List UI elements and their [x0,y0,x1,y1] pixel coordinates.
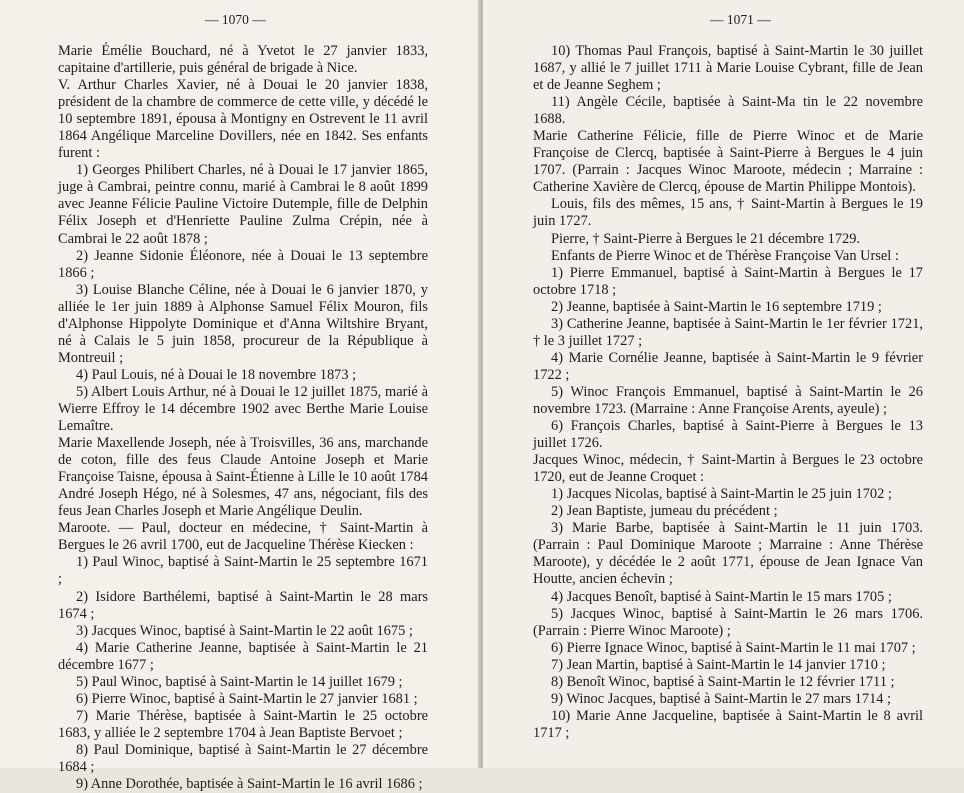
list-item: 6) Pierre Ignace Winoc, baptisé à Saint-Martin le 11 mai 1707 ; [551,639,916,656]
left-page-text [58,43,428,793]
list-item: 5) Jacques Winoc, baptisé à Saint-Martin le 26 mars 1706. (Parrain : Pierre Winoc Maroote) ; [533,605,923,639]
family-heading-paragraph: Maroote. — Paul, docteur en médecine, † Saint-Martin à Bergues le 26 avril 1700, eut de Jacqueline Thérèse Kiecken : [58,520,428,554]
list-item: 7) Jean Martin, baptisé à Saint-Martin le 14 janvier 1710 ; [551,656,886,673]
list-item: 1) Pierre Emmanuel, baptisé à Saint-Martin à Bergues le 17 octobre 1718 ; [533,264,923,298]
paragraph: Pierre, † Saint-Pierre à Bergues le 21 décembre 1729. [551,230,861,247]
list-item: 8) Paul Dominique, baptisé à Saint-Martin le 27 décembre 1684 ; [58,741,428,775]
list-item: 10) Thomas Paul François, baptisé à Saint-Martin le 30 juillet 1687, y allié le 7 juillet 1711 à Marie Louise Cybrant, fille de Jean et de Jeanne Seghem ; [533,43,923,94]
list-item: 1) Paul Winoc, baptisé à Saint-Martin le 25 septembre 1671 ; [58,554,428,588]
list-item: 9) Winoc Jacques, baptisé à Saint-Martin le 27 mars 1714 ; [551,690,892,707]
page-number-left: — 1070 — [205,12,266,27]
paragraph: Louis, fils des mêmes, 15 ans, † Saint-Martin à Bergues le 19 juin 1727. [533,196,923,230]
paragraph: Marie Catherine Félicie, fille de Pierre Winoc et de Marie Françoise de Clercq, baptisée à Saint-Pierre à Bergues le 4 juin 1707. (Parrain : Jacques Winoc Maroote, médecin ; Marraine : Catherine Xavière de Clercq, épouse de Martin Philippe Montois). [533,128,923,196]
list-item: 5) Winoc François Emmanuel, baptisé à Saint-Martin le 26 novembre 1723. (Marraine : Anne Françoise Arents, ayeule) ; [533,383,923,417]
list-item: 3) Louise Blanche Céline, née à Douai le 6 janvier 1870, y alliée le 1er juin 1889 à Alphonse Samuel Félix Mouron, fils d'Alphonse Hippolyte Dominique et d'Anna Wiltshire Bryant, né à Calais le 5 juin 1858, procureur de la République à Montreuil ; [58,281,428,366]
paragraph: Jacques Winoc, médecin, † Saint-Martin à Bergues le 23 octobre 1720, eut de Jeanne Croquet : [533,452,923,486]
list-item: 3) Catherine Jeanne, baptisée à Saint-Martin le 1er février 1721, † le 3 juillet 1727 ; [533,315,923,349]
list-item: 1) Georges Philibert Charles, né à Douai le 17 janvier 1865, juge à Cambrai, peintre connu, marié à Cambrai le 8 août 1899 avec Jeanne Félicie Pauline Victoire Dutemple, fille de Delphin Félix Joseph et d'Henriette Pauline Zulma Crépin, née à Cambrai le 22 août 1878 ; [58,162,428,247]
page-number-right: — 1071 — [710,12,771,27]
list-item: 5) Paul Winoc, baptisé à Saint-Martin le 14 juillet 1679 ; [76,673,403,690]
list-item: 4) Marie Cornélie Jeanne, baptisée à Saint-Martin le 9 février 1722 ; [533,349,923,383]
list-item: 3) Marie Barbe, baptisée à Saint-Martin le 11 juin 1703. (Parrain : Paul Dominique Maroote ; Marraine : Anne Thérèse Maroote), y décédée le 2 août 1771, épouse de Jean Ignace Van Houtte, ancien échevin ; [533,520,923,588]
list-item: 7) Marie Thérèse, baptisée à Saint-Martin le 25 octobre 1683, y alliée le 2 septembre 1704 à Jean Baptiste Bervoet ; [58,707,428,741]
list-item: 2) Isidore Barthélemi, baptisé à Saint-Martin le 28 mars 1674 ; [58,588,428,622]
list-item: 6) Pierre Winoc, baptisé à Saint-Martin le 27 janvier 1681 ; [76,690,418,707]
list-item: 4) Jacques Benoît, baptisé à Saint-Martin le 15 mars 1705 ; [551,588,892,605]
list-item: 11) Angèle Cécile, baptisée à Saint-Ma tin le 22 novembre 1688. [533,94,923,128]
list-item: 10) Marie Anne Jacqueline, baptisée à Saint-Martin le 8 avril 1717 ; [533,707,923,741]
list-item: 8) Benoît Winoc, baptisé à Saint-Martin le 12 février 1711 ; [551,673,895,690]
list-item: 5) Albert Louis Arthur, né à Douai le 12 juillet 1875, marié à Wierre Effroy le 14 décembre 1902 avec Berthe Marie Louise Lemaître. [58,383,428,435]
list-item: 9) Anne Dorothée, baptisée à Saint-Martin le 16 avril 1686 ; [76,776,423,793]
list-item: 3) Jacques Winoc, baptisé à Saint-Martin le 22 août 1675 ; [76,622,413,639]
right-page [483,0,964,768]
paragraph: V. Arthur Charles Xavier, né à Douai le 20 janvier 1838, président de la chambre de commerce de cette ville, y décédé le 10 septembre 1891, épousa à Montigny en Ostrevent le 11 avril 1864 Angélique Marceline Dovillers, née en 1842. Ses enfants furent : [58,77,428,162]
list-item: 2) Jeanne Sidonie Éléonore, née à Douai le 13 septembre 1866 ; [58,247,428,281]
paragraph: Enfants de Pierre Winoc et de Thérèse Françoise Van Ursel : [551,247,899,264]
right-page-text [533,43,923,742]
paragraph: Marie Maxellende Joseph, née à Troisvilles, 36 ans, marchande de coton, fille des feus Claude Antoine Joseph et Marie Françoise Taisne, épousa à Saint-Étienne à Lille le 10 août 1784 André Joseph Hégo, né à Solesmes, 47 ans, négociant, fils des feus Jean Charles Joseph et Marie Angélique Deulin. [58,435,428,520]
list-item: 1) Jacques Nicolas, baptisé à Saint-Martin le 25 juin 1702 ; [551,486,892,503]
list-item: 4) Paul Louis, né à Douai le 18 novembre 1873 ; [76,366,357,383]
paragraph: Marie Émélie Bouchard, né à Yvetot le 27 janvier 1833, capitaine d'artillerie, puis général de brigade à Nice. [58,43,428,77]
list-item: 4) Marie Catherine Jeanne, baptisée à Saint-Martin le 21 décembre 1677 ; [58,639,428,673]
left-page [0,0,481,793]
list-item: 2) Jeanne, baptisée à Saint-Martin le 16 septembre 1719 ; [551,298,882,315]
list-item: 2) Jean Baptiste, jumeau du précédent ; [551,503,778,520]
list-item: 6) François Charles, baptisé à Saint-Pierre à Bergues le 13 juillet 1726. [533,418,923,452]
